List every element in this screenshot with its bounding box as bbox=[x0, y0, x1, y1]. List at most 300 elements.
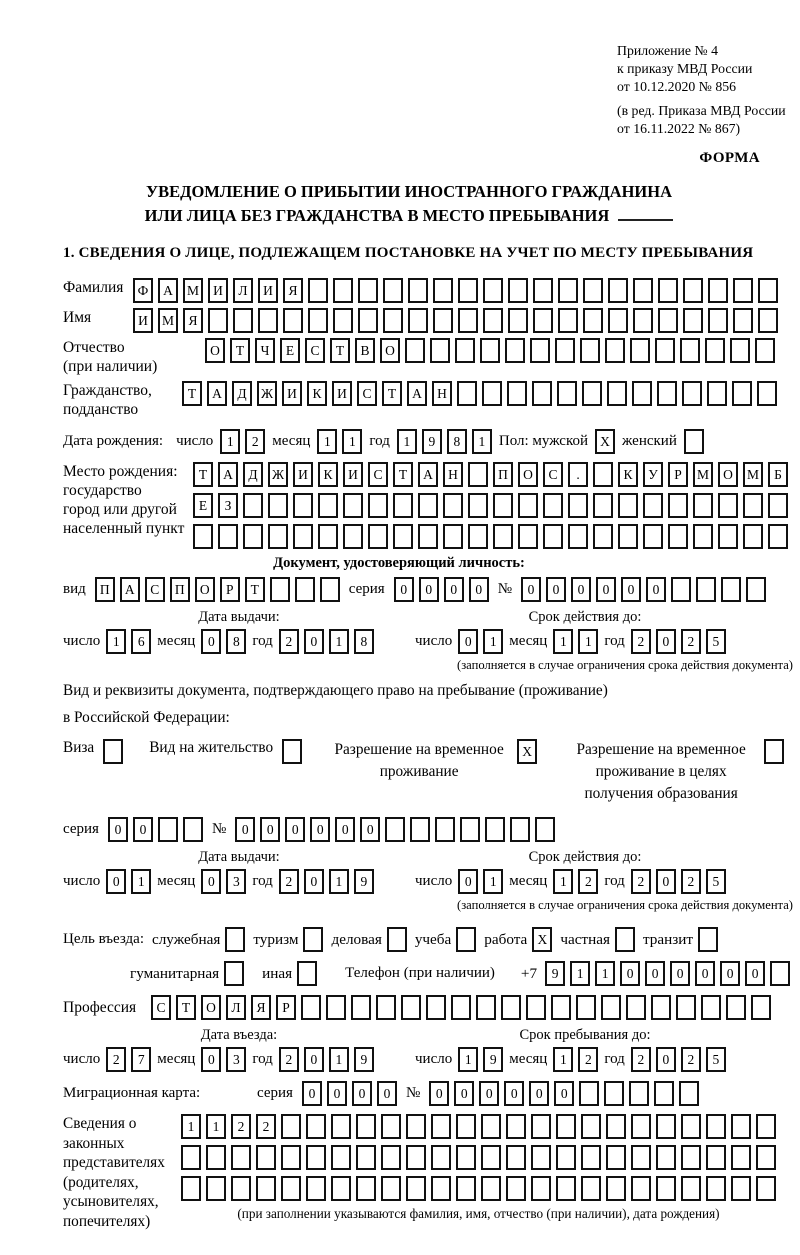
char-cell[interactable] bbox=[618, 493, 638, 518]
char-cell[interactable] bbox=[707, 381, 727, 406]
char-cell[interactable] bbox=[576, 995, 596, 1020]
char-cell[interactable] bbox=[356, 1176, 376, 1201]
char-cell[interactable] bbox=[696, 577, 716, 602]
char-cell[interactable] bbox=[583, 278, 603, 303]
char-cell[interactable] bbox=[480, 338, 500, 363]
char-cell[interactable] bbox=[733, 308, 753, 333]
char-cell[interactable]: П bbox=[95, 577, 115, 602]
char-cell[interactable]: 6 bbox=[131, 629, 151, 654]
checkbox-cell[interactable]: X bbox=[532, 927, 552, 952]
char-cell[interactable]: 0 bbox=[670, 961, 690, 986]
char-cell[interactable] bbox=[481, 1114, 501, 1139]
char-cell[interactable]: Т bbox=[330, 338, 350, 363]
char-cell[interactable] bbox=[580, 338, 600, 363]
char-cell[interactable]: И bbox=[258, 278, 278, 303]
char-cell[interactable] bbox=[655, 338, 675, 363]
char-cell[interactable]: А bbox=[407, 381, 427, 406]
char-cell[interactable] bbox=[581, 1145, 601, 1170]
char-cell[interactable] bbox=[406, 1114, 426, 1139]
char-cell[interactable] bbox=[318, 493, 338, 518]
char-cell[interactable] bbox=[408, 308, 428, 333]
char-cell[interactable] bbox=[768, 493, 788, 518]
char-cell[interactable]: 1 bbox=[206, 1114, 226, 1139]
char-cell[interactable]: 1 bbox=[578, 629, 598, 654]
char-cell[interactable] bbox=[668, 493, 688, 518]
char-cell[interactable] bbox=[308, 278, 328, 303]
char-cell[interactable] bbox=[481, 1176, 501, 1201]
char-cell[interactable]: 0 bbox=[571, 577, 591, 602]
char-cell[interactable] bbox=[295, 577, 315, 602]
char-cell[interactable]: П bbox=[170, 577, 190, 602]
char-cell[interactable]: 2 bbox=[279, 869, 299, 894]
char-cell[interactable] bbox=[608, 278, 628, 303]
char-cell[interactable]: Л bbox=[233, 278, 253, 303]
char-cell[interactable] bbox=[231, 1176, 251, 1201]
char-cell[interactable] bbox=[551, 995, 571, 1020]
char-cell[interactable] bbox=[281, 1114, 301, 1139]
char-cell[interactable]: Я bbox=[183, 308, 203, 333]
char-cell[interactable]: 0 bbox=[394, 577, 414, 602]
char-cell[interactable]: 1 bbox=[397, 429, 417, 454]
char-cell[interactable] bbox=[501, 995, 521, 1020]
char-cell[interactable] bbox=[726, 995, 746, 1020]
char-cell[interactable] bbox=[430, 338, 450, 363]
char-cell[interactable] bbox=[393, 493, 413, 518]
char-cell[interactable] bbox=[343, 524, 363, 549]
char-cell[interactable]: 9 bbox=[354, 869, 374, 894]
char-cell[interactable] bbox=[676, 995, 696, 1020]
char-cell[interactable] bbox=[318, 524, 338, 549]
char-cell[interactable] bbox=[193, 524, 213, 549]
char-cell[interactable] bbox=[206, 1176, 226, 1201]
checkbox-cell[interactable] bbox=[224, 961, 244, 986]
char-cell[interactable]: 2 bbox=[631, 869, 651, 894]
char-cell[interactable] bbox=[493, 493, 513, 518]
char-cell[interactable] bbox=[293, 524, 313, 549]
char-cell[interactable] bbox=[460, 817, 480, 842]
char-cell[interactable]: С bbox=[543, 462, 563, 487]
char-cell[interactable]: А bbox=[120, 577, 140, 602]
char-cell[interactable]: 3 bbox=[226, 869, 246, 894]
char-cell[interactable] bbox=[483, 308, 503, 333]
char-cell[interactable] bbox=[243, 524, 263, 549]
char-cell[interactable] bbox=[568, 524, 588, 549]
char-cell[interactable] bbox=[656, 1114, 676, 1139]
char-cell[interactable] bbox=[358, 308, 378, 333]
char-cell[interactable]: Е bbox=[193, 493, 213, 518]
char-cell[interactable]: Р bbox=[220, 577, 240, 602]
char-cell[interactable]: 7 bbox=[131, 1047, 151, 1072]
char-cell[interactable]: 1 bbox=[553, 629, 573, 654]
char-cell[interactable] bbox=[629, 1081, 649, 1106]
char-cell[interactable] bbox=[681, 1114, 701, 1139]
char-cell[interactable]: 0 bbox=[469, 577, 489, 602]
char-cell[interactable] bbox=[433, 278, 453, 303]
char-cell[interactable] bbox=[680, 338, 700, 363]
char-cell[interactable]: 0 bbox=[479, 1081, 499, 1106]
char-cell[interactable]: Т bbox=[382, 381, 402, 406]
char-cell[interactable] bbox=[756, 1145, 776, 1170]
char-cell[interactable] bbox=[368, 524, 388, 549]
char-cell[interactable]: И bbox=[133, 308, 153, 333]
char-cell[interactable]: Б bbox=[768, 462, 788, 487]
char-cell[interactable] bbox=[331, 1114, 351, 1139]
char-cell[interactable] bbox=[743, 493, 763, 518]
char-cell[interactable] bbox=[556, 1114, 576, 1139]
char-cell[interactable] bbox=[568, 493, 588, 518]
char-cell[interactable] bbox=[256, 1176, 276, 1201]
char-cell[interactable] bbox=[281, 1145, 301, 1170]
char-cell[interactable] bbox=[405, 338, 425, 363]
char-cell[interactable]: Д bbox=[232, 381, 252, 406]
char-cell[interactable] bbox=[683, 278, 703, 303]
char-cell[interactable] bbox=[506, 1145, 526, 1170]
char-cell[interactable]: 1 bbox=[472, 429, 492, 454]
char-cell[interactable] bbox=[443, 493, 463, 518]
char-cell[interactable] bbox=[533, 278, 553, 303]
char-cell[interactable] bbox=[604, 1081, 624, 1106]
char-cell[interactable] bbox=[333, 308, 353, 333]
char-cell[interactable]: 9 bbox=[483, 1047, 503, 1072]
char-cell[interactable]: З bbox=[218, 493, 238, 518]
char-cell[interactable]: 0 bbox=[304, 1047, 324, 1072]
char-cell[interactable]: А bbox=[158, 278, 178, 303]
char-cell[interactable] bbox=[668, 524, 688, 549]
title-blank-line[interactable] bbox=[618, 206, 673, 221]
char-cell[interactable]: Д bbox=[243, 462, 263, 487]
char-cell[interactable] bbox=[532, 381, 552, 406]
char-cell[interactable] bbox=[468, 524, 488, 549]
char-cell[interactable] bbox=[268, 493, 288, 518]
char-cell[interactable] bbox=[607, 381, 627, 406]
char-cell[interactable] bbox=[181, 1145, 201, 1170]
char-cell[interactable]: О bbox=[195, 577, 215, 602]
char-cell[interactable] bbox=[558, 278, 578, 303]
char-cell[interactable] bbox=[218, 524, 238, 549]
char-cell[interactable] bbox=[458, 278, 478, 303]
char-cell[interactable] bbox=[718, 493, 738, 518]
char-cell[interactable] bbox=[657, 381, 677, 406]
char-cell[interactable]: 0 bbox=[620, 961, 640, 986]
char-cell[interactable]: 0 bbox=[360, 817, 380, 842]
char-cell[interactable] bbox=[631, 1145, 651, 1170]
char-cell[interactable] bbox=[718, 524, 738, 549]
char-cell[interactable] bbox=[401, 995, 421, 1020]
char-cell[interactable]: 2 bbox=[279, 1047, 299, 1072]
char-cell[interactable] bbox=[531, 1145, 551, 1170]
char-cell[interactable]: 0 bbox=[529, 1081, 549, 1106]
char-cell[interactable]: Н bbox=[443, 462, 463, 487]
char-cell[interactable] bbox=[606, 1176, 626, 1201]
char-cell[interactable] bbox=[457, 381, 477, 406]
char-cell[interactable] bbox=[681, 1145, 701, 1170]
char-cell[interactable] bbox=[535, 817, 555, 842]
char-cell[interactable]: 2 bbox=[681, 869, 701, 894]
char-cell[interactable]: . bbox=[568, 462, 588, 487]
char-cell[interactable]: С bbox=[368, 462, 388, 487]
char-cell[interactable] bbox=[243, 493, 263, 518]
char-cell[interactable]: И bbox=[332, 381, 352, 406]
char-cell[interactable] bbox=[506, 1176, 526, 1201]
char-cell[interactable] bbox=[283, 308, 303, 333]
char-cell[interactable] bbox=[158, 817, 178, 842]
char-cell[interactable] bbox=[233, 308, 253, 333]
char-cell[interactable] bbox=[326, 995, 346, 1020]
checkbox-cell[interactable] bbox=[615, 927, 635, 952]
checkbox-cell[interactable] bbox=[297, 961, 317, 986]
char-cell[interactable] bbox=[731, 1176, 751, 1201]
char-cell[interactable] bbox=[683, 308, 703, 333]
char-cell[interactable] bbox=[383, 308, 403, 333]
char-cell[interactable] bbox=[431, 1176, 451, 1201]
checkbox-cell[interactable] bbox=[303, 927, 323, 952]
char-cell[interactable]: И bbox=[293, 462, 313, 487]
char-cell[interactable] bbox=[505, 338, 525, 363]
char-cell[interactable]: 1 bbox=[131, 869, 151, 894]
char-cell[interactable] bbox=[581, 1176, 601, 1201]
char-cell[interactable]: 1 bbox=[220, 429, 240, 454]
char-cell[interactable] bbox=[633, 308, 653, 333]
char-cell[interactable]: Ж bbox=[257, 381, 277, 406]
char-cell[interactable]: 0 bbox=[720, 961, 740, 986]
char-cell[interactable]: А bbox=[207, 381, 227, 406]
char-cell[interactable] bbox=[755, 338, 775, 363]
char-cell[interactable] bbox=[768, 524, 788, 549]
char-cell[interactable]: 0 bbox=[504, 1081, 524, 1106]
char-cell[interactable] bbox=[671, 577, 691, 602]
char-cell[interactable]: 9 bbox=[422, 429, 442, 454]
char-cell[interactable]: 0 bbox=[304, 869, 324, 894]
char-cell[interactable] bbox=[682, 381, 702, 406]
checkbox-cell[interactable]: X bbox=[595, 429, 615, 454]
char-cell[interactable]: Н bbox=[432, 381, 452, 406]
char-cell[interactable] bbox=[556, 1145, 576, 1170]
char-cell[interactable] bbox=[593, 493, 613, 518]
char-cell[interactable]: А bbox=[218, 462, 238, 487]
checkbox-cell[interactable] bbox=[225, 927, 245, 952]
char-cell[interactable]: 0 bbox=[285, 817, 305, 842]
char-cell[interactable]: 2 bbox=[106, 1047, 126, 1072]
char-cell[interactable] bbox=[418, 524, 438, 549]
char-cell[interactable] bbox=[408, 278, 428, 303]
char-cell[interactable] bbox=[593, 462, 613, 487]
char-cell[interactable]: И bbox=[208, 278, 228, 303]
char-cell[interactable]: 2 bbox=[631, 629, 651, 654]
char-cell[interactable] bbox=[418, 493, 438, 518]
char-cell[interactable] bbox=[543, 524, 563, 549]
char-cell[interactable] bbox=[351, 995, 371, 1020]
char-cell[interactable] bbox=[631, 1114, 651, 1139]
char-cell[interactable]: 0 bbox=[656, 869, 676, 894]
char-cell[interactable]: 0 bbox=[695, 961, 715, 986]
char-cell[interactable]: К bbox=[618, 462, 638, 487]
char-cell[interactable] bbox=[320, 577, 340, 602]
char-cell[interactable]: 1 bbox=[329, 629, 349, 654]
char-cell[interactable] bbox=[756, 1114, 776, 1139]
char-cell[interactable] bbox=[482, 381, 502, 406]
char-cell[interactable]: 0 bbox=[201, 629, 221, 654]
char-cell[interactable]: 1 bbox=[329, 869, 349, 894]
checkbox-cell[interactable] bbox=[387, 927, 407, 952]
char-cell[interactable]: 0 bbox=[454, 1081, 474, 1106]
char-cell[interactable]: У bbox=[643, 462, 663, 487]
char-cell[interactable]: Я bbox=[251, 995, 271, 1020]
char-cell[interactable] bbox=[630, 338, 650, 363]
char-cell[interactable] bbox=[679, 1081, 699, 1106]
char-cell[interactable] bbox=[356, 1114, 376, 1139]
char-cell[interactable] bbox=[654, 1081, 674, 1106]
char-cell[interactable] bbox=[183, 817, 203, 842]
checkbox-cell[interactable] bbox=[456, 927, 476, 952]
char-cell[interactable]: К bbox=[307, 381, 327, 406]
char-cell[interactable]: И bbox=[343, 462, 363, 487]
char-cell[interactable]: Ж bbox=[268, 462, 288, 487]
char-cell[interactable] bbox=[358, 278, 378, 303]
char-cell[interactable] bbox=[455, 338, 475, 363]
char-cell[interactable]: 0 bbox=[745, 961, 765, 986]
char-cell[interactable]: Р bbox=[276, 995, 296, 1020]
char-cell[interactable] bbox=[605, 338, 625, 363]
char-cell[interactable] bbox=[308, 308, 328, 333]
char-cell[interactable]: О bbox=[718, 462, 738, 487]
char-cell[interactable]: Л bbox=[226, 995, 246, 1020]
char-cell[interactable] bbox=[181, 1176, 201, 1201]
char-cell[interactable]: Ф bbox=[133, 278, 153, 303]
char-cell[interactable] bbox=[258, 308, 278, 333]
char-cell[interactable] bbox=[656, 1176, 676, 1201]
char-cell[interactable]: 0 bbox=[546, 577, 566, 602]
char-cell[interactable] bbox=[231, 1145, 251, 1170]
char-cell[interactable]: 0 bbox=[645, 961, 665, 986]
char-cell[interactable]: 0 bbox=[133, 817, 153, 842]
char-cell[interactable] bbox=[270, 577, 290, 602]
char-cell[interactable]: 0 bbox=[310, 817, 330, 842]
char-cell[interactable] bbox=[756, 1176, 776, 1201]
char-cell[interactable]: Т bbox=[393, 462, 413, 487]
char-cell[interactable]: В bbox=[355, 338, 375, 363]
char-cell[interactable]: 3 bbox=[226, 1047, 246, 1072]
char-cell[interactable] bbox=[733, 278, 753, 303]
char-cell[interactable]: С bbox=[145, 577, 165, 602]
checkbox-cell[interactable] bbox=[684, 429, 704, 454]
char-cell[interactable] bbox=[618, 524, 638, 549]
char-cell[interactable] bbox=[706, 1114, 726, 1139]
char-cell[interactable]: С bbox=[357, 381, 377, 406]
char-cell[interactable] bbox=[526, 995, 546, 1020]
char-cell[interactable] bbox=[518, 493, 538, 518]
char-cell[interactable]: 8 bbox=[354, 629, 374, 654]
char-cell[interactable]: О bbox=[205, 338, 225, 363]
char-cell[interactable] bbox=[256, 1145, 276, 1170]
char-cell[interactable] bbox=[558, 308, 578, 333]
char-cell[interactable] bbox=[706, 1176, 726, 1201]
char-cell[interactable]: 1 bbox=[181, 1114, 201, 1139]
char-cell[interactable] bbox=[721, 577, 741, 602]
char-cell[interactable] bbox=[485, 817, 505, 842]
char-cell[interactable]: 0 bbox=[596, 577, 616, 602]
char-cell[interactable] bbox=[746, 577, 766, 602]
char-cell[interactable]: 0 bbox=[458, 629, 478, 654]
char-cell[interactable]: Е bbox=[280, 338, 300, 363]
char-cell[interactable]: 1 bbox=[483, 629, 503, 654]
char-cell[interactable]: Т bbox=[245, 577, 265, 602]
char-cell[interactable] bbox=[506, 1114, 526, 1139]
char-cell[interactable] bbox=[331, 1176, 351, 1201]
char-cell[interactable] bbox=[751, 995, 771, 1020]
char-cell[interactable] bbox=[206, 1145, 226, 1170]
char-cell[interactable] bbox=[510, 817, 530, 842]
char-cell[interactable]: 9 bbox=[354, 1047, 374, 1072]
char-cell[interactable] bbox=[458, 308, 478, 333]
char-cell[interactable] bbox=[468, 462, 488, 487]
char-cell[interactable] bbox=[306, 1145, 326, 1170]
checkbox-cell[interactable]: X bbox=[517, 739, 537, 764]
char-cell[interactable]: Т bbox=[230, 338, 250, 363]
char-cell[interactable] bbox=[582, 381, 602, 406]
char-cell[interactable]: 0 bbox=[302, 1081, 322, 1106]
char-cell[interactable] bbox=[406, 1176, 426, 1201]
char-cell[interactable]: О bbox=[201, 995, 221, 1020]
char-cell[interactable]: 1 bbox=[329, 1047, 349, 1072]
char-cell[interactable]: 5 bbox=[706, 869, 726, 894]
char-cell[interactable] bbox=[518, 524, 538, 549]
char-cell[interactable]: О bbox=[380, 338, 400, 363]
char-cell[interactable]: М bbox=[183, 278, 203, 303]
char-cell[interactable]: 0 bbox=[646, 577, 666, 602]
char-cell[interactable]: 2 bbox=[578, 869, 598, 894]
char-cell[interactable] bbox=[385, 817, 405, 842]
char-cell[interactable] bbox=[483, 278, 503, 303]
char-cell[interactable] bbox=[443, 524, 463, 549]
char-cell[interactable]: 2 bbox=[279, 629, 299, 654]
char-cell[interactable]: Т bbox=[182, 381, 202, 406]
char-cell[interactable]: 0 bbox=[304, 629, 324, 654]
char-cell[interactable]: 0 bbox=[554, 1081, 574, 1106]
char-cell[interactable] bbox=[431, 1145, 451, 1170]
char-cell[interactable] bbox=[658, 308, 678, 333]
char-cell[interactable] bbox=[643, 493, 663, 518]
char-cell[interactable] bbox=[451, 995, 471, 1020]
char-cell[interactable]: 2 bbox=[631, 1047, 651, 1072]
char-cell[interactable] bbox=[410, 817, 430, 842]
char-cell[interactable]: 0 bbox=[106, 869, 126, 894]
char-cell[interactable]: С bbox=[305, 338, 325, 363]
char-cell[interactable] bbox=[631, 1176, 651, 1201]
char-cell[interactable] bbox=[555, 338, 575, 363]
char-cell[interactable] bbox=[708, 308, 728, 333]
char-cell[interactable] bbox=[658, 278, 678, 303]
char-cell[interactable] bbox=[508, 278, 528, 303]
char-cell[interactable] bbox=[543, 493, 563, 518]
char-cell[interactable]: 1 bbox=[342, 429, 362, 454]
char-cell[interactable]: 1 bbox=[483, 869, 503, 894]
char-cell[interactable] bbox=[306, 1114, 326, 1139]
char-cell[interactable] bbox=[632, 381, 652, 406]
char-cell[interactable] bbox=[333, 278, 353, 303]
char-cell[interactable] bbox=[383, 278, 403, 303]
char-cell[interactable]: Т bbox=[193, 462, 213, 487]
char-cell[interactable]: 1 bbox=[317, 429, 337, 454]
char-cell[interactable]: 2 bbox=[578, 1047, 598, 1072]
char-cell[interactable]: 0 bbox=[429, 1081, 449, 1106]
char-cell[interactable] bbox=[435, 817, 455, 842]
char-cell[interactable]: П bbox=[493, 462, 513, 487]
char-cell[interactable]: 9 bbox=[545, 961, 565, 986]
char-cell[interactable] bbox=[579, 1081, 599, 1106]
char-cell[interactable] bbox=[301, 995, 321, 1020]
char-cell[interactable]: 0 bbox=[521, 577, 541, 602]
char-cell[interactable]: 2 bbox=[681, 1047, 701, 1072]
